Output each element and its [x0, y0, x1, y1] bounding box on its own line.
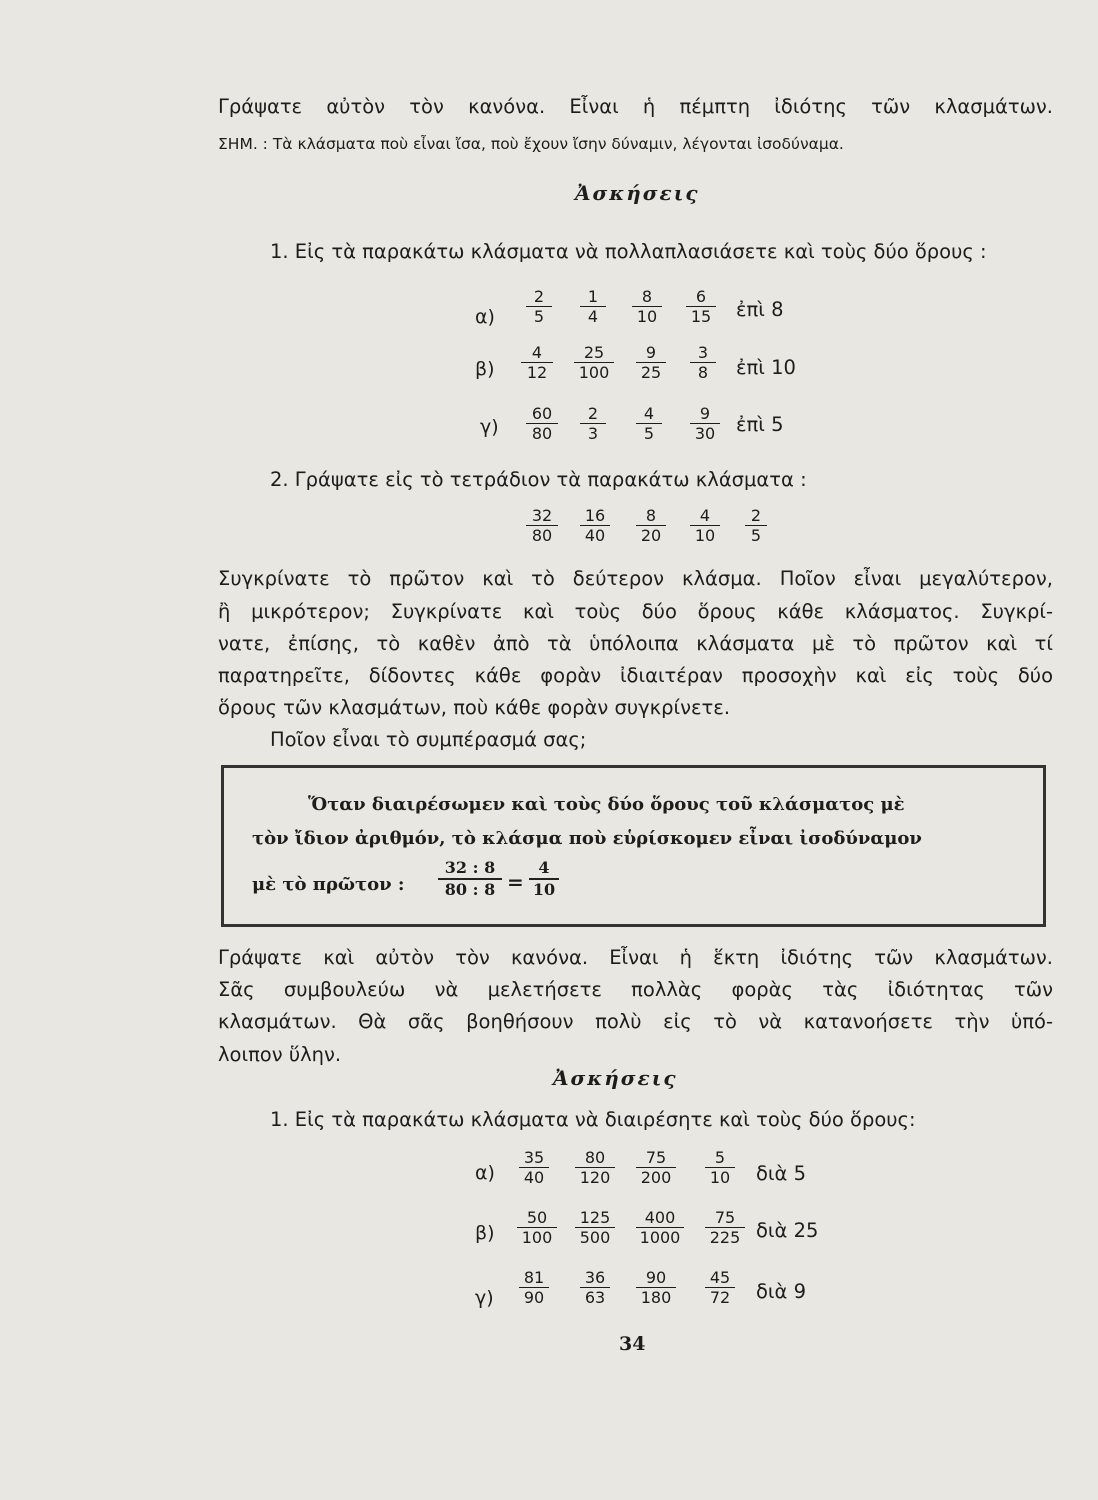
fraction: 2 5 [526, 287, 552, 326]
fraction: 25 100 [574, 343, 614, 382]
paragraph-line: κλασμάτων. Θὰ σᾶς βοηθήσουν πολὺ εἰς τὸ νὰ κατανοήσετε τὴν ὑπό- [218, 1010, 1053, 1033]
equals-sign: = [507, 870, 524, 894]
paragraph-line: Συγκρίνατε τὸ πρῶτον καὶ τὸ δεύτερον κλάσμα. Ποῖον εἶναι μεγαλύτερον, [218, 567, 1053, 590]
rule-box [221, 765, 1046, 927]
exercise-3-instruction: 1. Εἰς τὰ παρακάτω κλάσματα νὰ διαιρέσητε καὶ τοὺς δύο ὅρους: [270, 1108, 916, 1131]
paragraph-line: λοιπον ὕλην. [218, 1043, 342, 1066]
fraction: 75 200 [636, 1148, 676, 1187]
fraction: 50 100 [517, 1208, 557, 1247]
fraction: 60 80 [526, 404, 558, 443]
paragraph-line: νατε, ἐπίσης, τὸ καθὲν ἀπὸ τὰ ὑπόλοιπα κλάσματα μὲ τὸ πρῶτον καὶ τί [218, 632, 1053, 655]
rule-fraction: 4 10 [529, 858, 559, 900]
row-label: β) [475, 1222, 495, 1244]
multiplier: ἐπὶ 10 [736, 356, 796, 379]
divisor: διὰ 9 [756, 1280, 806, 1303]
fraction: 8 10 [632, 287, 662, 326]
fraction: 36 63 [580, 1268, 610, 1307]
fraction: 75 225 [705, 1208, 745, 1247]
fraction: 32 80 [526, 506, 558, 545]
fraction: 90 180 [636, 1268, 676, 1307]
fraction: 9 25 [636, 343, 666, 382]
question-line: Ποῖον εἶναι τὸ συμπέρασμά σας; [270, 728, 587, 751]
fraction: 125 500 [575, 1208, 615, 1247]
fraction: 81 90 [519, 1268, 549, 1307]
fraction: 5 10 [705, 1148, 735, 1187]
fraction: 9 30 [690, 404, 720, 443]
rule-line: τὸν ἴδιον ἀριθμόν, τὸ κλάσμα ποὺ εὑρίσκομεν εἶναι ἰσοδύναμον [252, 828, 922, 849]
paragraph-line: παρατηρεῖτε, δίδοντες κάθε φορὰν ἰδιαιτέραν προσοχὴν καὶ εἰς τοὺς δύο [218, 664, 1053, 687]
divisor: διὰ 5 [756, 1162, 806, 1185]
paragraph-line: Σᾶς συμβουλεύω νὰ μελετήσετε πολλὰς φορὰς τὰς ἰδιότητας τῶν [218, 978, 1053, 1001]
paragraph-line: ὅρους τῶν κλασμάτων, ποὺ κάθε φορὰν συγκρίνετε. [218, 696, 731, 719]
fraction: 1 4 [580, 287, 606, 326]
rule-fraction: 32 : 8 80 : 8 [438, 858, 502, 900]
multiplier: ἐπὶ 5 [736, 413, 784, 436]
note-line: ΣΗΜ. : Τὰ κλάσματα ποὺ εἶναι ἴσα, ποὺ ἔχουν ἴσην δύναμιν, λέγονται ἰσοδύναμα. [218, 135, 844, 153]
fraction: 4 12 [521, 343, 553, 382]
row-label: γ) [480, 416, 499, 438]
rule-line: μὲ τὸ πρῶτον : [252, 874, 405, 895]
fraction: 16 40 [580, 506, 610, 545]
fraction: 2 3 [580, 404, 606, 443]
row-label: α) [475, 306, 495, 328]
exercises-heading-2: Ἀσκήσεις [553, 1066, 678, 1090]
paragraph-line: Γράψατε καὶ αὐτὸν τὸν κανόνα. Εἶναι ἡ ἕκτη ἰδιότης τῶν κλασμάτων. [218, 946, 1053, 969]
divisor: διὰ 25 [756, 1219, 819, 1242]
fraction: 2 5 [745, 506, 767, 545]
multiplier: ἐπὶ 8 [736, 298, 784, 321]
fraction: 80 120 [575, 1148, 615, 1187]
page-number: 34 [619, 1333, 646, 1355]
rule-line: Ὅταν διαιρέσωμεν καὶ τοὺς δύο ὅρους τοῦ κλάσματος μὲ [308, 794, 905, 815]
fraction: 4 5 [636, 404, 662, 443]
fraction: 35 40 [519, 1148, 549, 1187]
row-label: β) [475, 358, 495, 380]
exercise-2-instruction: 2. Γράψατε εἰς τὸ τετράδιον τὰ παρακάτω κλάσματα : [270, 468, 807, 491]
exercise-1-instruction: 1. Εἰς τὰ παρακάτω κλάσματα νὰ πολλαπλασιάσετε καὶ τοὺς δύο ὅρους : [270, 240, 987, 263]
row-label: α) [475, 1162, 495, 1184]
rule-reminder-line: Γράψατε αὐτὸν τὸν κανόνα. Εἶναι ἡ πέμπτη ἰδιότης τῶν κλασμάτων. [218, 95, 1053, 118]
fraction: 400 1000 [636, 1208, 684, 1247]
fraction: 8 20 [636, 506, 666, 545]
paragraph-line: ἢ μικρότερον; Συγκρίνατε καὶ τοὺς δύο ὅρους κάθε κλάσματος. Συγκρί- [218, 600, 1053, 623]
row-label: γ) [475, 1287, 494, 1309]
fraction: 4 10 [690, 506, 720, 545]
fraction: 45 72 [705, 1268, 735, 1307]
fraction: 3 8 [690, 343, 716, 382]
fraction: 6 15 [686, 287, 716, 326]
exercises-heading-1: Ἀσκήσεις [575, 181, 700, 205]
